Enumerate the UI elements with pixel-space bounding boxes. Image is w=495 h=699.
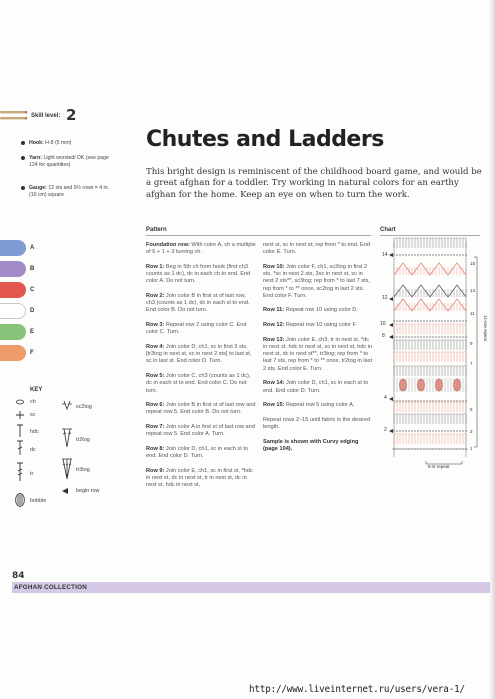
chart-stitch: [417, 430, 419, 432]
chart-stitch: [396, 430, 398, 432]
chart-stitch: [420, 336, 422, 338]
arrow-left-icon: [389, 335, 393, 339]
chart-stitch: [441, 336, 443, 338]
chart-stitch: [465, 400, 467, 402]
sc-cross-icon: [14, 410, 26, 420]
pattern-row: Row 9: Join color E, ch1, sc in first st, *hdc in next st, dc in next st, tr in next st, dc in next st, hdc in next st,: [146, 467, 253, 489]
chart-stitch: [405, 448, 407, 449]
chart-stitch: [420, 430, 422, 432]
dc-icon: [14, 440, 26, 456]
sc2tog-icon: [60, 398, 74, 412]
chart-stitch: [450, 400, 452, 402]
chart-stitch: [408, 400, 410, 402]
chart-stitch: [408, 254, 410, 256]
chart-stitch: [420, 320, 422, 322]
chart-stitch: [447, 448, 449, 449]
chart-stitch: [456, 254, 458, 256]
arrow-left-icon: [389, 253, 393, 257]
pattern-row: next st, sc in next st; rep from * to end. End color E. Turn.: [263, 242, 370, 256]
chart-row-label: 15: [470, 261, 476, 266]
pattern-row: Row 6: Join color B in first st of last row and repeat row 5. End color B. Do not turn.: [146, 402, 256, 416]
chart-stitch: [405, 320, 407, 322]
chart-bottom-label: 6-st repeat: [428, 464, 450, 469]
chart-stitch: [402, 448, 404, 449]
pattern-row: Row 3: Repeat row 2 using color C. End color C. Turn.: [146, 322, 247, 336]
chart-stitch: [393, 430, 395, 432]
chart-stitch: [426, 254, 428, 256]
chart-stitch: [432, 336, 434, 338]
chart-stitch: [423, 430, 425, 432]
chart-row-label: 5: [470, 407, 473, 412]
chart-stitch: [462, 254, 464, 256]
chart-stitch: [429, 254, 431, 256]
chart-stitch: [429, 320, 431, 322]
chart-stitch: [420, 400, 422, 402]
chart-stitch: [456, 448, 458, 449]
chart-stitch: [396, 448, 398, 449]
pattern-row: Foundation row: With color A, ch a multiple of 6 + 1 + 3 turning ch.: [146, 242, 256, 256]
chart-stitch: [456, 336, 458, 338]
bullet-icon: [21, 186, 25, 190]
bobble-icon: [14, 492, 26, 508]
tr-icon: [14, 462, 26, 482]
chart-stitch: [447, 254, 449, 256]
chart-stitch: [438, 430, 440, 432]
chart-stitch: [426, 336, 428, 338]
chart-stitch: [405, 336, 407, 338]
chart-stitch: [456, 320, 458, 322]
key-label-bobble: bobble: [30, 498, 47, 504]
skill-level-label: Skill level:: [31, 113, 61, 119]
pattern-heading: Pattern: [146, 227, 167, 233]
chart-row-label: 12: [382, 295, 388, 301]
chart-stitch: [432, 430, 434, 432]
chart-stitch: [462, 430, 464, 432]
chart-stitch: [432, 448, 434, 449]
chart-stitch: [429, 448, 431, 449]
tr3tog-icon: [60, 458, 74, 480]
chart-stitch: [444, 448, 446, 449]
watermark-url: http://www.liveinternet.ru/users/vera-1/: [249, 684, 465, 695]
chart-stitch: [411, 254, 413, 256]
pattern-row: Row 10: Join color F, ch1, sc2tog in first 2 sts, *sc in next 2 sts, 3sc in next st, sc in next 2 sts**, sc3tog; rep from * to last 7 sts, rep from * to ** once, sc2tog in last 2 sts. End color F. Turn.: [263, 263, 370, 299]
chart-stitch: [444, 320, 446, 322]
chart-stitch: [438, 448, 440, 449]
chart-side-label: 14-row repeat: [483, 315, 488, 341]
chart-heading: Chart: [380, 227, 396, 233]
chart-stitch: [459, 448, 461, 449]
pattern-rule: [146, 235, 371, 236]
pattern-column-2: [263, 242, 373, 461]
chart-stitch: [402, 254, 404, 256]
key-title: KEY: [30, 387, 43, 393]
color-swatch-c: [0, 282, 26, 298]
chart-row-label: 7: [470, 361, 473, 366]
pattern-row: Repeat rows 2–15 until fabric is the desired length.: [263, 416, 371, 431]
chart-stitch: [465, 430, 467, 432]
chart-stitch: [459, 336, 461, 338]
chart-stitch: [435, 336, 437, 338]
chart-stitch: [444, 430, 446, 432]
chart-stitch: [453, 430, 455, 432]
chart-row-label: 4: [384, 395, 387, 401]
arrow-left-icon: [389, 297, 393, 301]
chart-stitch: [441, 430, 443, 432]
skill-level-value: 2: [66, 106, 77, 124]
chart-stitch: [438, 400, 440, 402]
key-label-ch: ch: [30, 399, 36, 405]
key-label-dc: dc: [30, 447, 36, 453]
chart-stitch: [462, 320, 464, 322]
swatch-label-e: E: [30, 329, 35, 335]
chart-stitch: [435, 320, 437, 322]
chart-stitch: [393, 336, 395, 338]
chart-stitch: [423, 336, 425, 338]
key-label-begin-row: begin row: [76, 488, 100, 494]
pattern-row: Row 1: Beg in 5th ch from hook (first ch3 counts as 1 dc), dc in each ch to end. End color A. Do not turn.: [146, 263, 251, 285]
spec-yarn: Yarn: Light worsted/ DK (see page 124 for quantities): [29, 155, 117, 168]
page-edge-shadow: [489, 0, 495, 699]
arrow-left-icon: [60, 487, 70, 495]
chart-stitch: [432, 320, 434, 322]
spec-hook: Hook: H-8 (5 mm): [29, 140, 117, 147]
chart-stitch: [405, 254, 407, 256]
chart-stitch: [450, 254, 452, 256]
chart-stitch: [447, 336, 449, 338]
chart-stitch: [435, 448, 437, 449]
chart-row-label: 1: [470, 446, 473, 451]
chart-stitch: [438, 336, 440, 338]
chart-stitch: [393, 254, 395, 256]
chart-stitch: [453, 320, 455, 322]
chart-stitch: [432, 400, 434, 402]
chart-stitch: [441, 320, 443, 322]
pattern-row: Row 13: Join color E, ch3, tr in next st, *dc in next st, hdc in next st, sc in next st, hdc in next st, dc in next st**, tr3tog; rep from * to last 7 sts, rep from * to ** once, tr2tog in last 2 sts. End color E. Turn.: [263, 336, 373, 372]
chart-stitch: [441, 448, 443, 449]
chart-stitch: [423, 400, 425, 402]
chart-stitch: [414, 336, 416, 338]
chart-stitch: [402, 430, 404, 432]
chart-stitch: [417, 400, 419, 402]
chart-stitch: [408, 448, 410, 449]
chart-row-label: 2: [384, 427, 387, 433]
pattern-column-1: [146, 242, 256, 497]
chart-stitch: [438, 320, 440, 322]
chart-stitch: [423, 448, 425, 449]
chart-stitch: [435, 400, 437, 402]
chart-stitch: [417, 254, 419, 256]
arrow-left-icon: [389, 323, 393, 327]
swatch-label-c: C: [30, 287, 35, 293]
pattern-row: Row 7: Join color A in first st of last row and repeat row 5. End color A. Turn.: [146, 424, 255, 438]
chart-row-label: 14: [382, 252, 388, 258]
chart-stitch: [396, 254, 398, 256]
chart-stitch: [426, 400, 428, 402]
chart-stitch: [429, 400, 431, 402]
chart-stitch: [405, 430, 407, 432]
key-label-tr3tog: tr3tog: [76, 467, 90, 473]
chart-stitch: [444, 336, 446, 338]
chart-stitch: [459, 400, 461, 402]
chart-stitch: [402, 336, 404, 338]
chart-stitch: [438, 254, 440, 256]
color-swatch-b: [0, 261, 26, 277]
pattern-row: Row 15: Repeat row 5 using color A.: [263, 402, 355, 409]
chart-row-label: 13: [470, 288, 476, 293]
chart-stitch: [414, 448, 416, 449]
page-number: 84: [12, 571, 25, 581]
chart-stitch: [414, 400, 416, 402]
chart-stitch: [402, 400, 404, 402]
chart-stitch: [450, 320, 452, 322]
chart-stitch: [462, 448, 464, 449]
intro-paragraph: This bright design is reminiscent of the childhood board game, and would be a great afghan for a toddler. Try working in natural colors for an earthy afghan for the home. Keep an eye on when to turn the work.: [146, 167, 482, 200]
chart-stitch: [459, 254, 461, 256]
chart-stitch: [396, 320, 398, 322]
chart-stitch: [417, 448, 419, 449]
swatch-label-d: D: [30, 308, 35, 314]
chart-stitch: [465, 336, 467, 338]
chart-stitch: [453, 336, 455, 338]
key-label-hdc: hdc: [30, 429, 39, 435]
chart-stitch: [408, 336, 410, 338]
pattern-note: Sample is shown with Curvy edging (page 104).: [263, 438, 359, 453]
key-label-tr2tog: tr2tog: [76, 437, 90, 443]
chart-stitch: [420, 254, 422, 256]
chart-stitch: [405, 400, 407, 402]
pattern-row: Row 2: Join color B in first st of last row, ch3 (counts as 1 dc), dc in each st to end. End color B. Do not turn.: [146, 293, 250, 314]
chart-stitch: [435, 254, 437, 256]
chart-stitch: [402, 320, 404, 322]
chart-stitch: [396, 336, 398, 338]
chart-stitch: [426, 430, 428, 432]
chart-stitch: [414, 320, 416, 322]
chart-stitch: [456, 430, 458, 432]
pattern-row: Row 4: Join color D, ch1, sc in first 3 sts, [tr3tog in next st, sc in next 2 sts] to last st, sc in last st. End color D. Turn.: [146, 344, 252, 365]
pattern-row: Row 12: Repeat row 10 using color F.: [263, 322, 357, 329]
chart-stitch: [444, 254, 446, 256]
chart-stitch: [429, 430, 431, 432]
chart-stitches: [389, 238, 477, 464]
chart-stitch: [450, 430, 452, 432]
chart-stitch: [411, 320, 413, 322]
chart-row-label: 11: [470, 311, 475, 316]
chart-stitch: [399, 448, 401, 449]
color-swatch-e: [0, 324, 26, 340]
chart-stitch: [453, 448, 455, 449]
chart-stitch: [399, 320, 401, 322]
chart-stitch: [453, 400, 455, 402]
page-title: Chutes and Ladders: [146, 127, 384, 152]
chart-stitch: [399, 254, 401, 256]
color-swatch-d: [0, 303, 26, 319]
pattern-row: Row 5: Join color C, ch3 (counts as 1 dc), dc in each st to end. End color C. Do not turn.: [146, 373, 251, 394]
chart-stitch: [411, 430, 413, 432]
chart-stitch: [426, 320, 428, 322]
pattern-row: Row 11: Repeat row 10 using color D.: [263, 307, 358, 314]
swatch-label-f: F: [30, 350, 34, 356]
chart-stitch: [426, 448, 428, 449]
spec-gauge: Gauge: 12 sts and 9½ rows = 4 in. (10 cm) square: [29, 185, 117, 198]
chart-stitch: [399, 430, 401, 432]
chart-stitch: [447, 320, 449, 322]
chart-stitch: [411, 400, 413, 402]
chart-stitch: [396, 400, 398, 402]
chart-stitch: [393, 400, 395, 402]
chart-row-label: 9: [470, 341, 473, 346]
chart-stitch: [429, 336, 431, 338]
chart-stitch: [411, 448, 413, 449]
chart-stitch: [417, 320, 419, 322]
arrow-left-icon: [389, 397, 393, 401]
chart-stitch: [441, 254, 443, 256]
chart-stitch: [462, 336, 464, 338]
chart-stitch: [447, 400, 449, 402]
chart-row-label: 8: [382, 333, 385, 339]
crochet-hook-icon: [0, 108, 30, 128]
arrow-left-icon: [389, 429, 393, 433]
chart-stitch: [417, 336, 419, 338]
chart-stitch: [420, 448, 422, 449]
chart-stitch: [459, 320, 461, 322]
chart-stitch: [393, 320, 395, 322]
chart-bracket: [474, 257, 477, 447]
crochet-chart: [380, 235, 488, 475]
bullet-icon: [21, 156, 25, 160]
pattern-row: Row 14: Join color D, ch1, sc in each st to end. End color D. Turn.: [263, 380, 369, 394]
color-swatch-a: [0, 240, 26, 256]
chart-row-label: 10: [380, 321, 386, 327]
swatch-label-b: B: [30, 266, 35, 272]
chart-stitch: [450, 448, 452, 449]
chart-stitch: [456, 400, 458, 402]
chart-stitch: [465, 320, 467, 322]
chart-stitch: [459, 430, 461, 432]
chart-stitch: [423, 320, 425, 322]
chart-stitch: [462, 400, 464, 402]
hdc-t-icon: [14, 424, 26, 438]
chart-stitch: [447, 430, 449, 432]
key-label-tr: tr: [30, 471, 34, 477]
swatch-label-a: A: [30, 245, 35, 251]
chart-stitch: [414, 254, 416, 256]
chart-stitch: [465, 254, 467, 256]
chart-stitch: [453, 254, 455, 256]
pattern-row: Row 8: Join color D, ch1, sc in each st to end. End color D. Turn.: [146, 446, 248, 460]
chart-stitch: [414, 430, 416, 432]
chart-stitch: [411, 336, 413, 338]
color-swatch-f: [0, 345, 26, 361]
chart-stitch: [432, 254, 434, 256]
chart-stitch: [408, 320, 410, 322]
chart-stitch: [444, 400, 446, 402]
key-label-sc2tog: sc2tog: [76, 404, 92, 410]
chart-stitch: [408, 430, 410, 432]
key-label-sc: sc: [30, 412, 36, 418]
chart-stitch: [435, 430, 437, 432]
ch-oval-icon: [14, 398, 26, 406]
chart-stitch: [399, 336, 401, 338]
chart-stitch: [450, 336, 452, 338]
footer-section: AFGHAN COLLECTION: [14, 584, 88, 591]
bullet-icon: [21, 141, 25, 145]
chart-row-label: 3: [470, 429, 473, 434]
chart-stitch: [441, 400, 443, 402]
chart-stitch: [399, 400, 401, 402]
chart-stitch: [423, 254, 425, 256]
tr2tog-icon: [60, 428, 74, 448]
